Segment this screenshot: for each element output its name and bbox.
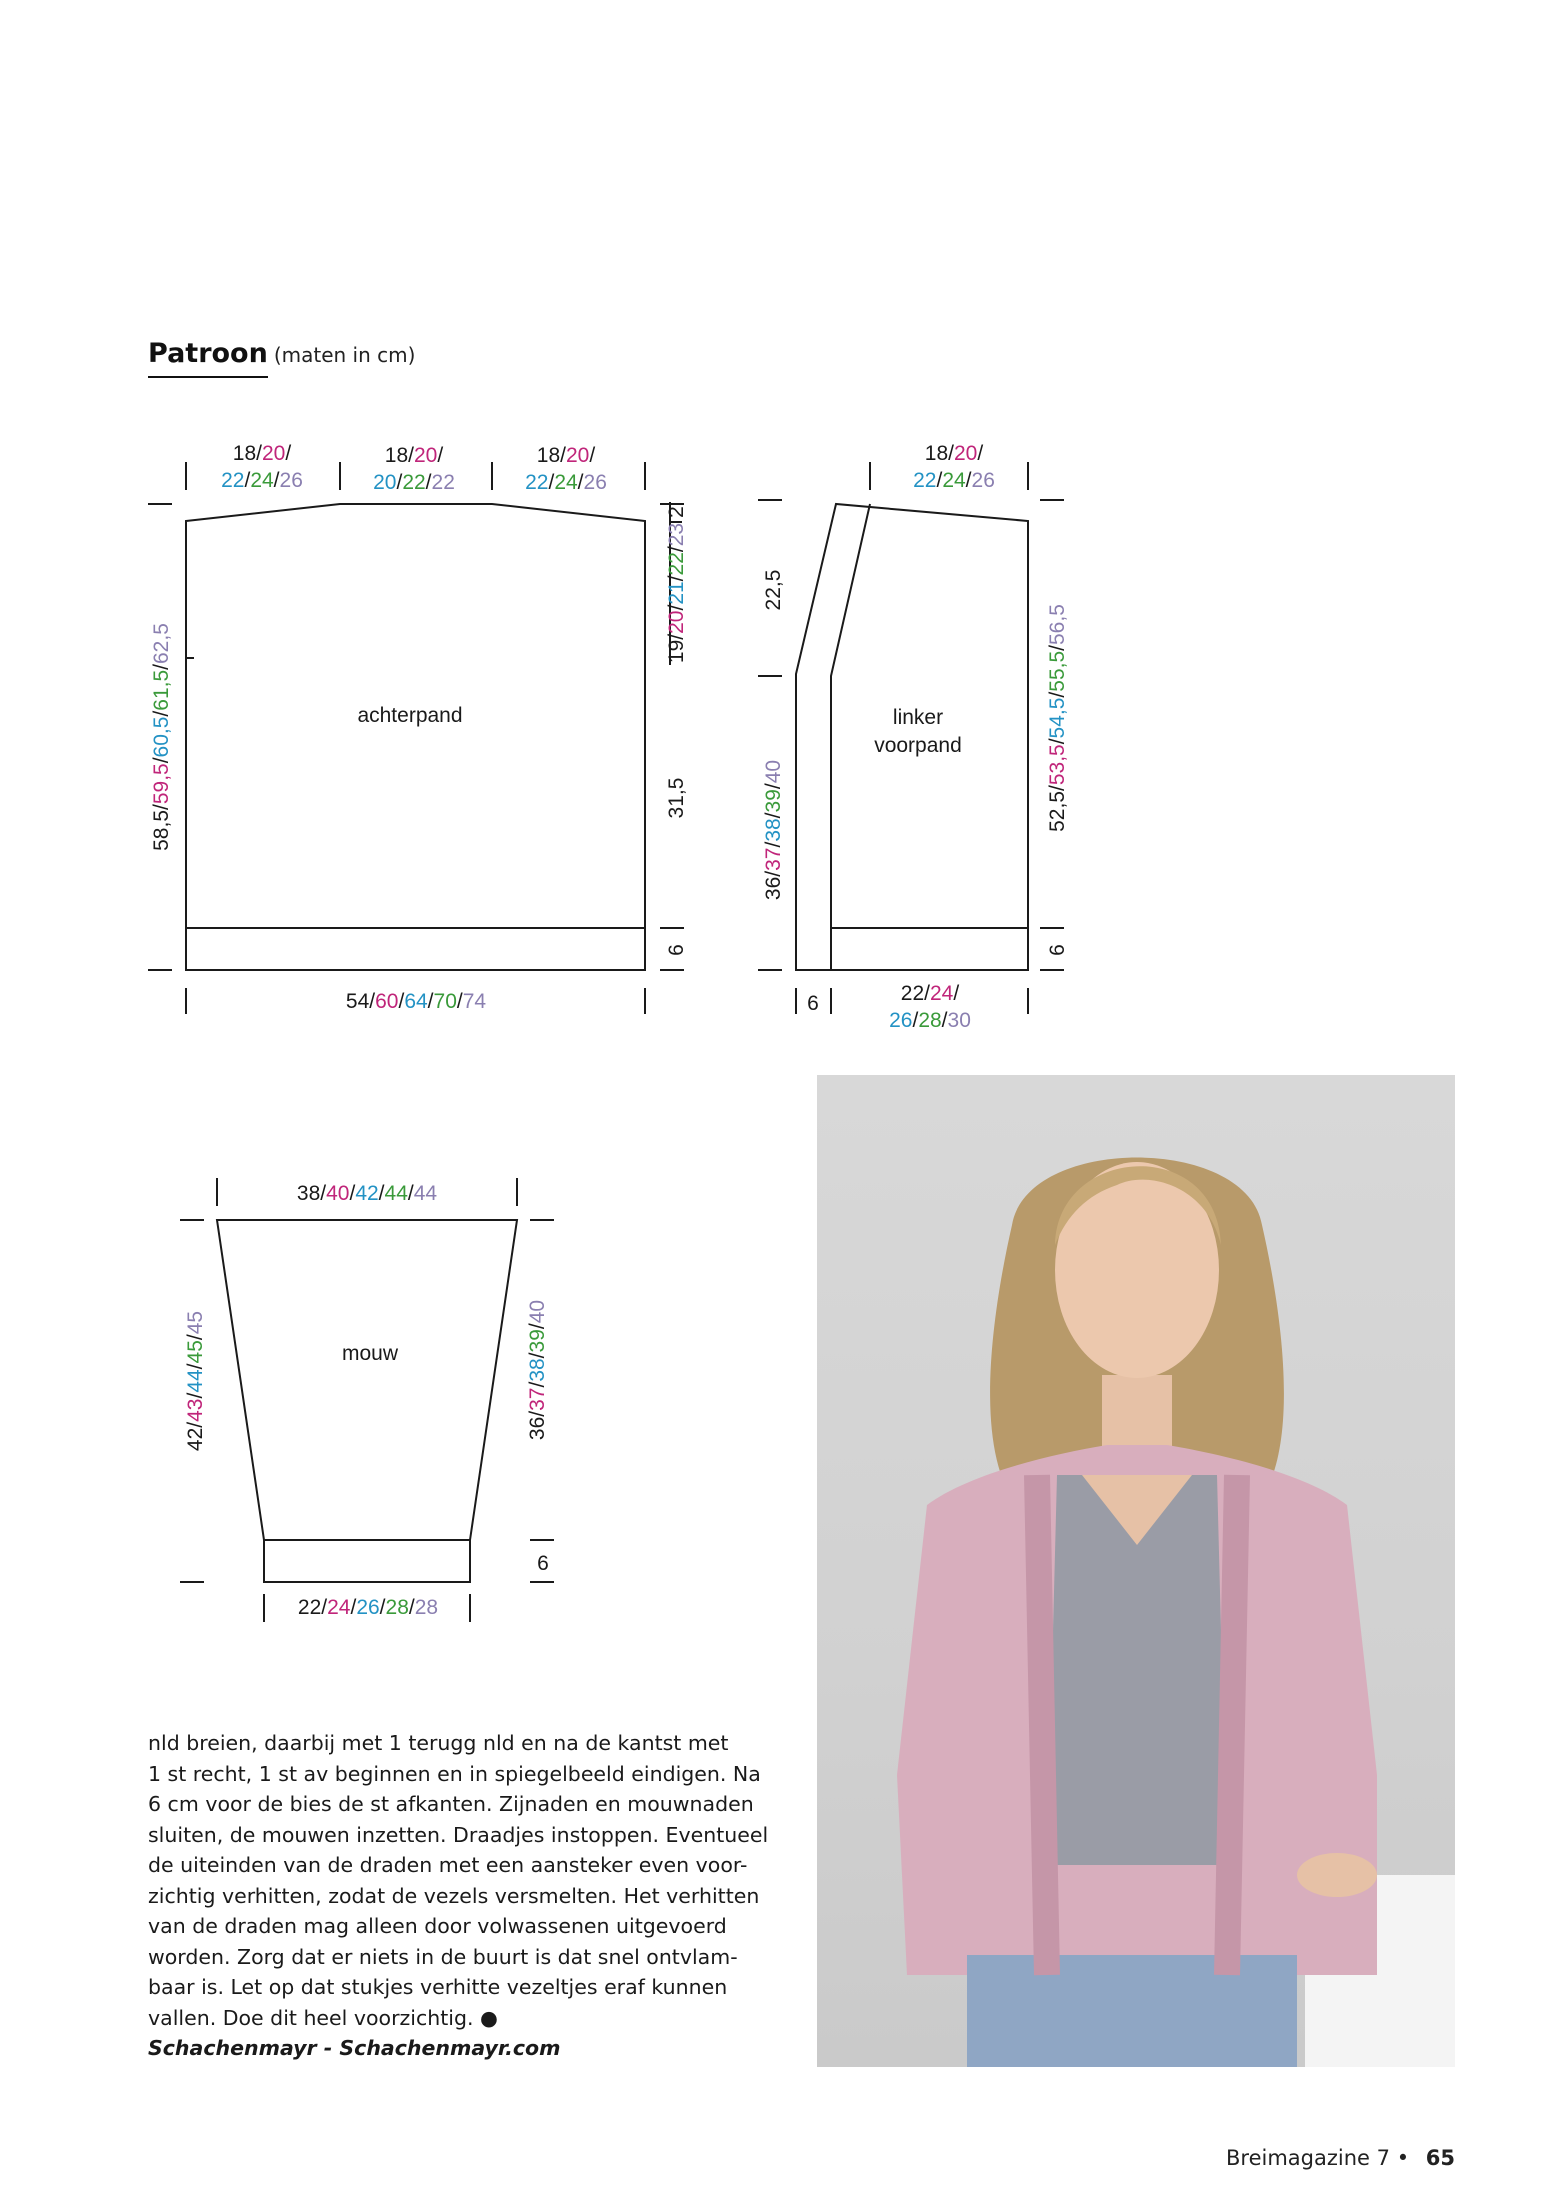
- sleeve-top: 38/40/42/44/44: [296, 1182, 438, 1205]
- back-height: 58,5/59,5/60,5/61,5/62,5: [150, 623, 173, 851]
- front-top-a: 18/20/: [924, 442, 984, 465]
- sleeve-cuff: [264, 1540, 470, 1582]
- front-band: 6: [807, 992, 819, 1015]
- front-label-line1: linker: [892, 706, 944, 729]
- back-top-right-a: 18/20/: [536, 444, 596, 467]
- front-width-a: 22/24/: [900, 982, 960, 1005]
- sleeve-bottom: 22/24/26/28/28: [297, 1596, 439, 1619]
- front-neck: 22,5: [762, 569, 785, 611]
- front-width-b: 26/28/30: [889, 1009, 971, 1032]
- text-line: zichtig verhitten, zodat de vezels versmelten. Het verhitten: [148, 1883, 760, 1908]
- model-photo: [817, 1075, 1455, 2067]
- text-line: van de draden mag alleen door volwassenen uitgevoerd: [148, 1914, 727, 1938]
- back-top-mid-b: 20/22/22: [373, 471, 455, 494]
- pattern-subtitle: (maten in cm): [273, 343, 416, 367]
- text-line: sluiten, de mouwen inzetten. Draadjes instoppen. Eventueel: [148, 1822, 769, 1847]
- text-line: de uiteinden van de draden met een aansteker even voor-: [148, 1853, 748, 1877]
- front-band-line: [831, 504, 870, 970]
- text-line: baar is. Let op dat stukjes verhitte vezeltjes eraf kunnen: [148, 1975, 728, 1999]
- text-line: worden. Zorg dat er niets in de buurt is dat snel ontvlam-: [148, 1944, 738, 1969]
- credit-line: Schachenmayr - Schachenmayr.com: [148, 2036, 561, 2060]
- text-line: nld breien, daarbij met 1 terugg nld en na de kantst met: [148, 1731, 729, 1755]
- front-label-line2: voorpand: [874, 734, 962, 757]
- pattern-title: Patroon: [148, 338, 268, 369]
- back-label: achterpand: [357, 704, 463, 727]
- sleeve-label: mouw: [341, 1342, 399, 1365]
- text-line: vallen. Doe dit heel voorzichtig. ●: [148, 2005, 498, 2030]
- back-top-right-b: 22/24/26: [525, 471, 607, 494]
- back-top-left-a: 18/20/: [232, 442, 292, 465]
- back-rib: 6: [665, 944, 688, 956]
- back-width: 54/60/64/70/74: [345, 990, 487, 1013]
- back-armhole: 19/20/21/22/23: [665, 522, 688, 664]
- front-height: 52,5/53,5/54,5/55,5/56,5: [1046, 604, 1069, 832]
- sleeve-rib: 6: [537, 1552, 549, 1575]
- back-top-left-b: 22/24/26: [221, 469, 303, 492]
- text-line: 6 cm voor de bies de st afkanten. Zijnaden en mouwnaden: [148, 1792, 754, 1816]
- footer-bullet: •: [1396, 2146, 1410, 2170]
- front-edge: 36/37/38/39/40: [762, 759, 785, 901]
- front-top-b: 22/24/26: [913, 469, 995, 492]
- page-footer: [1226, 2146, 1455, 2170]
- magazine-name: Breimagazine 7: [1226, 2146, 1390, 2170]
- sleeve-outline: [217, 1220, 517, 1540]
- front-rib: 6: [1046, 944, 1069, 956]
- back-side: 31,5: [665, 777, 688, 819]
- model-illustration: [817, 1075, 1455, 2067]
- back-outline: [186, 504, 645, 970]
- sleeve-right: 36/37/38/39/40: [526, 1299, 549, 1441]
- back-top-mid-a: 18/20/: [384, 444, 444, 467]
- text-line: 1 st recht, 1 st av beginnen en in spiegelbeeld eindigen. Na: [148, 1761, 761, 1786]
- sleeve-left: 42/43/44/45/45: [184, 1310, 207, 1452]
- back-shoulder: 2: [665, 506, 688, 518]
- instructions-text: [148, 1728, 778, 2064]
- page-number: 65: [1425, 2146, 1455, 2170]
